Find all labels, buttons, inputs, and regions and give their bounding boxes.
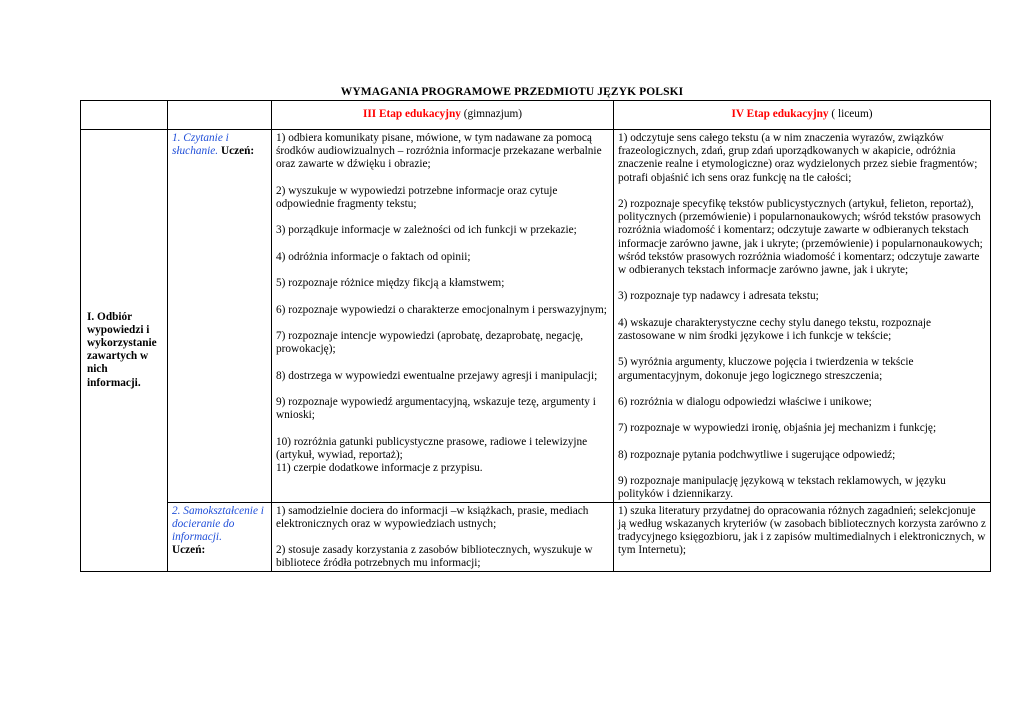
list-item: 4) odróżnia informacje o faktach od opinii; <box>276 250 471 263</box>
list-item: 7) rozpoznaje w wypowiedzi ironię, objaśnia jej mechanizm i funkcję; <box>618 422 937 435</box>
list-item: 6) rozpoznaje wypowiedzi o charakterze emocjonalnym i perswazyjnym; <box>276 303 607 316</box>
subsection-1-student: Uczeń: <box>218 145 255 158</box>
subsection-2 <box>168 502 272 571</box>
stage-iv-requirements-2 <box>614 502 991 571</box>
list-item: 4) wskazuje charakterystyczne cechy stylu danego tekstu, rozpoznaje zastosowane w nim środki językowe i ich funkcje w tekście; <box>618 316 932 342</box>
stage-iii-requirements-2 <box>272 502 614 571</box>
stage-iv-requirements-1 <box>614 130 991 503</box>
requirements-table <box>80 100 991 572</box>
stage-iv-note: ( liceum) <box>828 108 873 121</box>
header-cell-empty-2 <box>168 101 272 130</box>
list-item: 1) odbiera komunikaty pisane, mówione, w tym nadawane za pomocą środków audiowizualnych – rozróżnia informacje przekazane werbalnie oraz zawarte w dźwięku i obrazie; <box>276 132 602 171</box>
stage-iv-label: IV Etap edukacyjny <box>731 108 829 121</box>
subsection-1-title: 1. Czytanie i słuchanie. <box>172 132 229 158</box>
list-item: 8) dostrzega w wypowiedzi ewentualne przejawy agresji i manipulacji; <box>276 369 598 382</box>
header-cell-empty-1 <box>81 101 168 130</box>
subsection-1 <box>168 130 272 503</box>
list-item: 11) czerpie dodatkowe informacje z przypisu. <box>276 461 483 474</box>
header-stage-iii <box>272 101 614 130</box>
list-item: 5) wyróżnia argumenty, kluczowe pojęcia i twierdzenia w tekście argumentacyjnym, dokonuje jego logicznego streszczenia; <box>618 356 914 382</box>
page-title: WYMAGANIA PROGRAMOWE PRZEDMIOTU JĘZYK POLSKI <box>340 86 684 98</box>
list-item: 3) porządkuje informacje w zależności od ich funkcji w przekazie; <box>276 224 577 237</box>
table-row <box>81 130 991 503</box>
stage-iii-label: III Etap edukacyjny <box>362 108 461 121</box>
table-row <box>81 502 991 571</box>
list-item: 2) rozpoznaje specyfikę tekstów publicystycznych (artykuł, felieton, reportaż), politycznych (przemówienie) i popularnonaukowych; wśród tekstów prasowych rozróżnia wiadomość i komentarz; odczytuje zawarte w odbieranych tekstach informacje zarówno jawne, jak i ukryte; (przemówienie) i popularnonaukowych; wśród tekstów prasowych rozróżnia wiadomość i komentarz; odczytuje zawarte w odbieranych tekstach informacje zarówno jawne, jak i ukryte; <box>618 198 983 277</box>
list-item: 2) wyszukuje w wypowiedzi potrzebne informacje oraz cytuje odpowiednie fragmenty tekstu; <box>276 184 558 210</box>
table-header-row <box>81 101 991 130</box>
subsection-2-student: Uczeń: <box>172 544 206 557</box>
list-item: 1) odczytuje sens całego tekstu (a w nim znaczenia wyrazów, związków frazeologicznych, zdań, grup zdań uporządkowanych w akapicie, odróżnia znaczenie realne i etymologiczne) oraz wydzielonych przez siebie fragmentów; potrafi objaśnić ich sens oraz funkcję na tle całości; <box>618 132 978 184</box>
list-item: 9) rozpoznaje manipulację językową w tekstach reklamowych, w języku polityków i dziennikarzy. <box>618 475 946 501</box>
list-item: 1) szuka literatury przydatnej do opracowania różnych zagadnień; selekcjonuje ją według wskazanych kryteriów (w zasobach bibliotecznych korzysta zarówno z tradycyjnego księgozbioru, jak i z zapisów multimedialnych i elektronicznych, w tym Internetu); <box>618 504 986 557</box>
stage-iii-note: (gimnazjum) <box>460 108 523 121</box>
list-item: 5) rozpoznaje różnice między fikcją a kłamstwem; <box>276 277 505 290</box>
list-item: 3) rozpoznaje typ nadawcy i adresata tekstu; <box>618 290 819 303</box>
stage-iii-requirements-1 <box>272 130 614 503</box>
subsection-2-title: 2. Samokształcenie i docieranie do informacji. <box>172 504 264 543</box>
list-item: 8) rozpoznaje pytania podchwytliwe i sugerujące odpowiedź; <box>618 448 896 461</box>
list-item: 10) rozróżnia gatunki publicystyczne prasowe, radiowe i telewizyjne (artykuł, wywiad, reportaż); <box>276 435 588 461</box>
list-item: 7) rozpoznaje intencje wypowiedzi (aprobatę, dezaprobatę, negację, prowokację); <box>276 329 584 356</box>
list-item: 9) rozpoznaje wypowiedź argumentacyjną, wskazuje tezę, argumenty i wnioski; <box>276 395 596 422</box>
section-label: I. Odbiór wypowiedzi i wykorzystanie zawartych w nich informacji. <box>81 130 168 572</box>
list-item: 6) rozróżnia w dialogu odpowiedzi właściwe i unikowe; <box>618 395 872 408</box>
header-stage-iv <box>614 101 991 130</box>
list-item: 1) samodzielnie dociera do informacji –w książkach, prasie, mediach elektronicznych oraz w wypowiedziach ustnych; <box>276 504 589 530</box>
list-item: 2) stosuje zasady korzystania z zasobów bibliotecznych, wyszukuje w bibliotece źródła potrzebnych mu informacji; <box>276 544 593 570</box>
